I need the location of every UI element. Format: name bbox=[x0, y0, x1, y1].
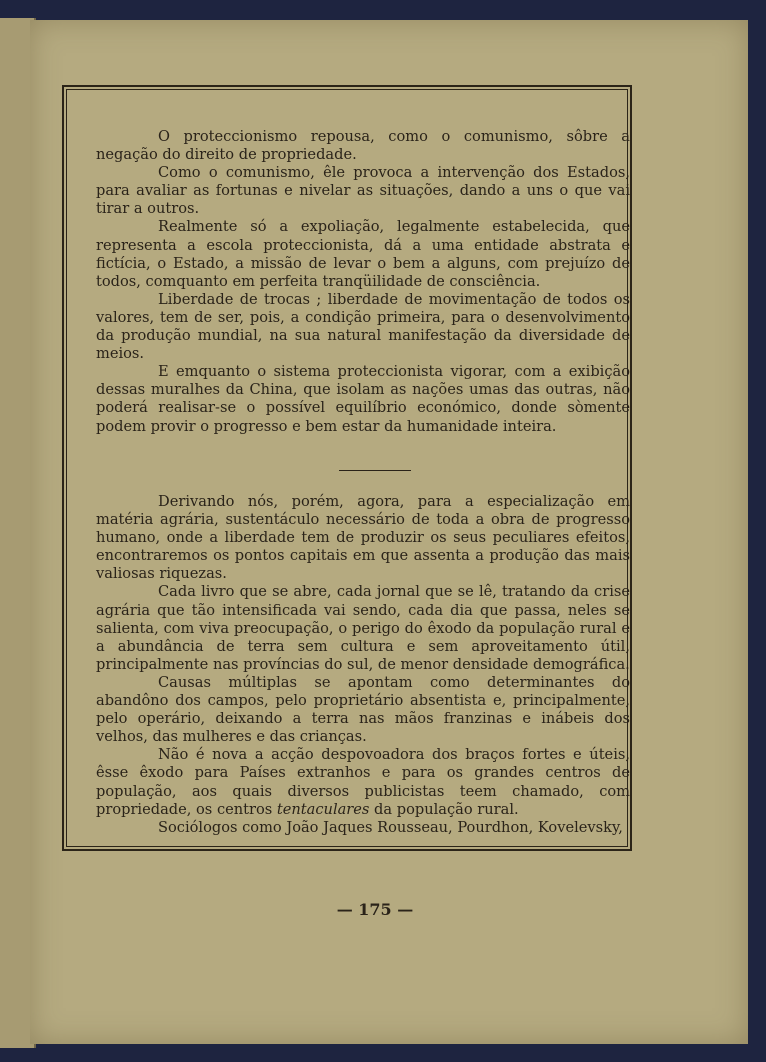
paragraph: Sociólogos como João Jaques Rousseau, Pourdhon, Kovelevsky, bbox=[158, 818, 623, 836]
paragraph: Liberdade de trocas ; liberdade de movimentação de todos os valores, tem de ser, pois, a condição primeira, para o desenvolvimento da produção mundial, na sua natural manifestação da diversidade de meios. bbox=[96, 290, 630, 363]
paragraph-text: da população rural. bbox=[369, 800, 519, 818]
italic-term: tentaculares bbox=[276, 800, 370, 818]
paragraph: Como o comunismo, êle provoca a intervenção dos Estados, para avaliar as fortunas e nivelar as situações, dando a uns o que vai tirar a outros. bbox=[96, 164, 630, 218]
paragraph bbox=[96, 746, 630, 818]
paragraph: Derivando nós, porém, agora, para a especialização em matéria agrária, sustentáculo necessário de toda a obra de progresso humano, onde a liberdade tem de produzir os seus peculiares efeitos, encontraremos os pontos capitais em que assenta a produção das mais valiosas riquezas. bbox=[96, 493, 630, 583]
paragraph-text: Não é nova a acção despovoadora dos braços fortes e úteis, êsse êxodo para Países extranhos e para os grandes centros de população, aos quais diversos publicistas teem chamado, com propriedade, os centros bbox=[96, 746, 630, 818]
paragraph: Realmente só a expoliação, legalmente estabelecida, que representa a escola proteccionista, dá a uma entidade abstrata e fictícia, o Estado, a missão de levar o bem a alguns, com prejuízo de todos, comquanto em perfeita tranqüilidade de consciência. bbox=[96, 218, 630, 290]
section-protectionism bbox=[96, 128, 630, 436]
section-agrarian bbox=[96, 493, 630, 837]
paragraph: Cada livro que se abre, cada jornal que se lê, tratando da crise agrária que tão intensificada vai sendo, cada dia que passa, neles se salienta, com viva preocupação, o perigo do êxodo da população rural e a abundância de terra sem cultura e sem aproveitamento útil, principalmente nas províncias do sul, de menor densidade demográfica. bbox=[96, 583, 630, 673]
page-number: — 175 — bbox=[336, 900, 414, 919]
paragraph: Causas múltiplas se apontam como determinantes do abandôno dos campos, pelo proprietário absentista e, principalmente, pelo operário, deixando a terra nas mãos franzinas e inábeis dos velhos, das mulheres e das crianças. bbox=[96, 673, 630, 746]
section-separator-rule bbox=[339, 470, 411, 471]
paragraph: E emquanto o sistema proteccionista vigorar, com a exibição dessas muralhes da China, que isolam as nações umas das outras, não poderá realisar-se o possível equilíbrio económico, donde sòmente podem provir o progresso e bem estar da humanidade inteira. bbox=[96, 363, 630, 435]
paragraph: O proteccionismo repousa, como o comunismo, sôbre a negação do direito de propriedade. bbox=[96, 128, 630, 164]
